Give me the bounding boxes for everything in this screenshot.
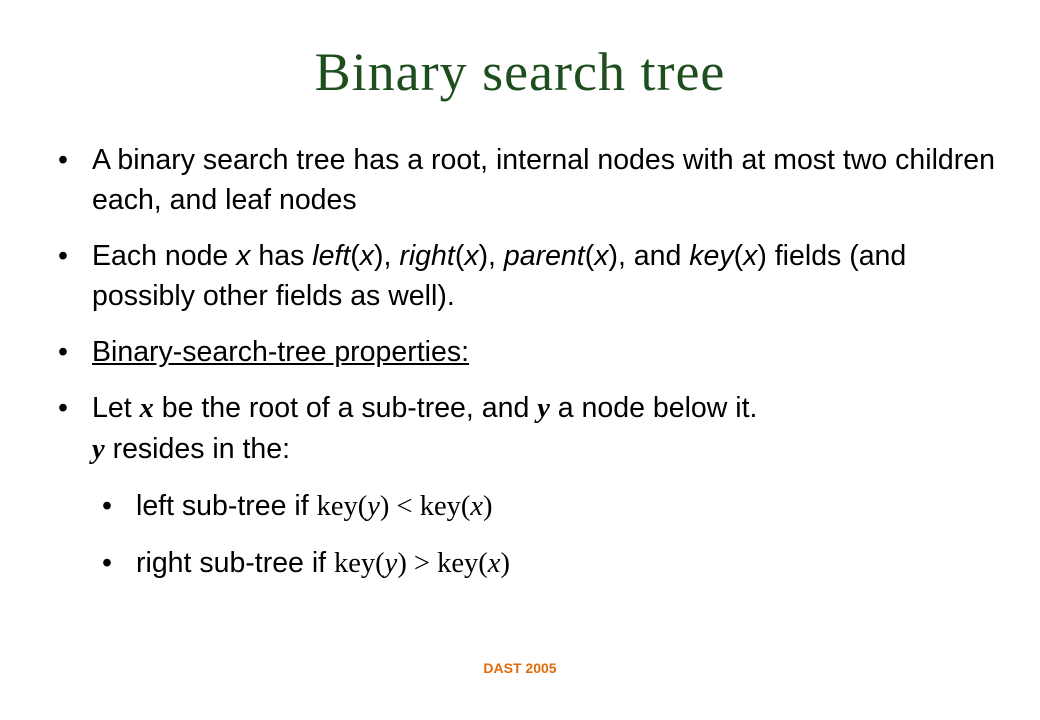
b2-t6: ), — [478, 240, 504, 272]
sub-bullet-right — [100, 543, 1016, 584]
sub1-p3: ( — [460, 491, 471, 522]
bullet-1-text: A binary search tree has a root, internal nodes with at most two children each, and leaf nodes — [92, 144, 995, 216]
b4-t3: a node below it. — [549, 392, 758, 424]
sub1-key2: key — [419, 491, 461, 522]
sub2-key2: key — [437, 548, 479, 579]
sub2-y: y — [384, 548, 398, 579]
sub2-p2: ) > — [397, 548, 438, 579]
b2-t8: ), and — [608, 240, 690, 272]
bullet-3-text: Binary-search-tree properties: — [92, 336, 469, 368]
sub1-text: left sub-tree if — [136, 490, 317, 522]
sub2-p3: ( — [478, 548, 488, 579]
b2-x5: x — [743, 240, 758, 272]
b2-x2: x — [359, 240, 375, 272]
b4-t4: resides in the: — [104, 433, 291, 465]
b2-t5: ( — [454, 240, 465, 272]
b2-x3: x — [464, 240, 479, 272]
sub-bullet-left — [100, 486, 1016, 527]
b2-t2: has — [250, 240, 313, 272]
b2-t9: ( — [733, 240, 744, 272]
sub1-p4: ) — [483, 491, 493, 522]
sub1-x: x — [470, 491, 484, 522]
b4-y2: y — [92, 434, 105, 465]
sub1-y: y — [367, 491, 380, 522]
sub2-text: right sub-tree if — [136, 547, 334, 579]
sub2-p1: ( — [375, 548, 385, 579]
b2-t4: ), — [374, 240, 400, 272]
bullet-item-3 — [56, 332, 1016, 372]
slide-title: Binary search tree — [314, 42, 726, 102]
b4-y: y — [537, 393, 550, 424]
bullet-list — [56, 140, 1016, 600]
b2-x1: x — [236, 240, 251, 272]
b2-left: left — [312, 240, 351, 272]
footer-label: DAST 2005 — [483, 660, 557, 676]
bullet-item-4 — [56, 388, 1016, 470]
b4-x: x — [139, 393, 154, 424]
b4-t2: be the root of a sub-tree, and — [153, 392, 538, 424]
b2-t1: Each node — [92, 240, 237, 272]
sub1-p2: ) < — [379, 491, 420, 522]
b2-right: right — [399, 240, 455, 272]
b2-t7: ( — [584, 240, 595, 272]
sub1-key1: key — [316, 491, 358, 522]
sub2-x: x — [487, 548, 501, 579]
sub2-key1: key — [334, 548, 376, 579]
sub2-p4: ) — [500, 548, 510, 579]
bullet-item-2 — [56, 236, 1016, 316]
bullet-item-1 — [56, 140, 1016, 220]
b2-parent: parent — [503, 240, 585, 272]
b2-t3: ( — [350, 240, 360, 272]
b2-key: key — [689, 240, 734, 272]
b4-t1: Let — [92, 392, 140, 424]
sub1-p1: ( — [357, 491, 368, 522]
b2-x4: x — [594, 240, 609, 272]
b2-t10: ) fields (and possibly other fields as well). — [92, 240, 907, 312]
